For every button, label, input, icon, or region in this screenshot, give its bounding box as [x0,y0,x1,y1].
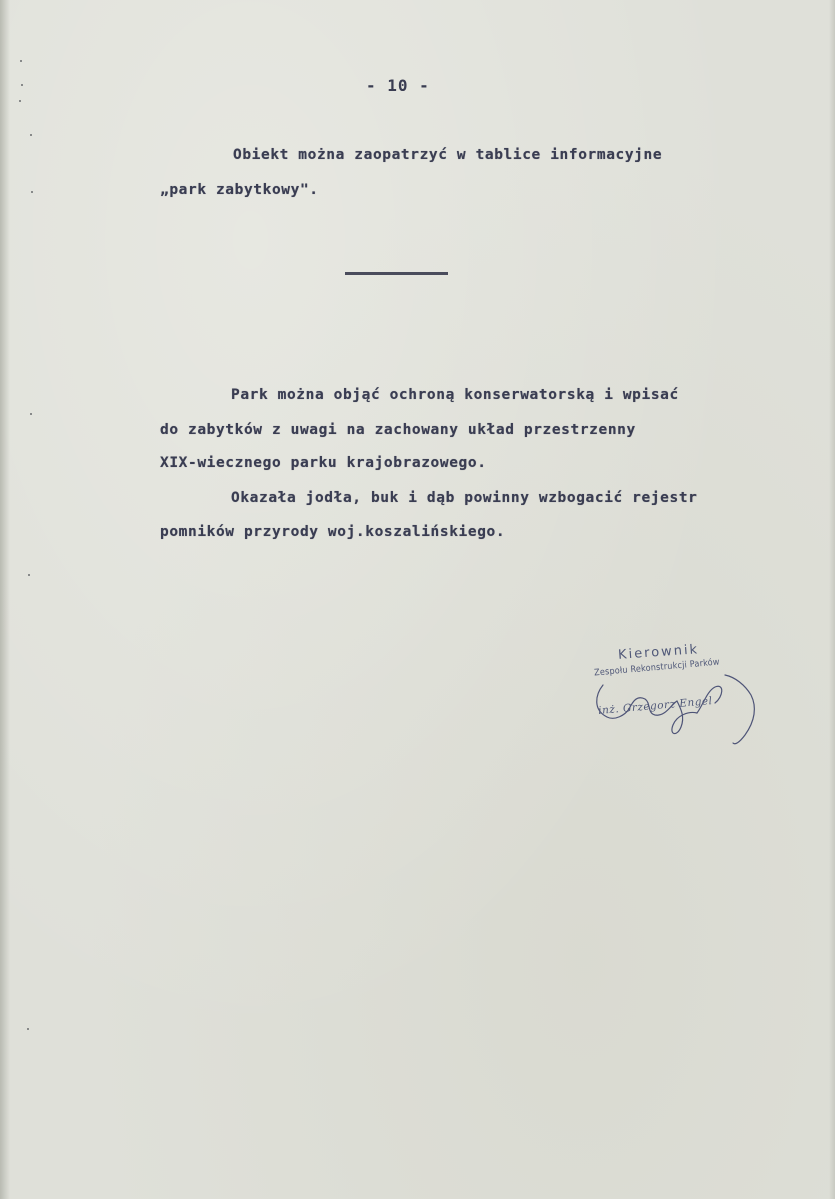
stamp-organization: Zespołu Rekonstrukcji Parków [593,657,721,679]
handwritten-signature [585,665,775,755]
scan-speck [30,134,32,136]
paragraph-2-line-1: Park można objąć ochroną konserwatorską i wpisać [231,387,679,403]
paragraph-1-line-1: Obiekt można zaopatrzyć w tablice informacyjne [233,147,663,163]
paragraph-3-line-2: pomników przyrody woj.koszalińskiego. [160,524,506,540]
paper-left-edge [0,0,10,1199]
section-divider [345,272,448,275]
paragraph-2-line-2: do zabytków z uwagi na zachowany układ przestrzenny [160,422,636,438]
paragraph-3-line-1: Okazała jodła, buk i dąb powinny wzbogacić rejestr [231,490,698,506]
scan-speck [27,1028,29,1030]
scan-speck [28,574,30,576]
scan-speck [31,191,33,193]
stamp-name: inż. Grzegorz Engel [597,695,713,717]
paragraph-1-line-2: „park zabytkowy". [160,182,319,198]
page-number: - 10 - [366,76,430,95]
scan-speck [21,84,23,86]
scan-speck [20,60,22,62]
scan-speck [30,413,32,415]
paragraph-2-line-3: XIX-wiecznego parku krajobrazowego. [160,455,487,471]
stamp-title: Kierownik [617,642,700,663]
scan-speck [19,100,21,102]
paper-right-edge [829,0,835,1199]
